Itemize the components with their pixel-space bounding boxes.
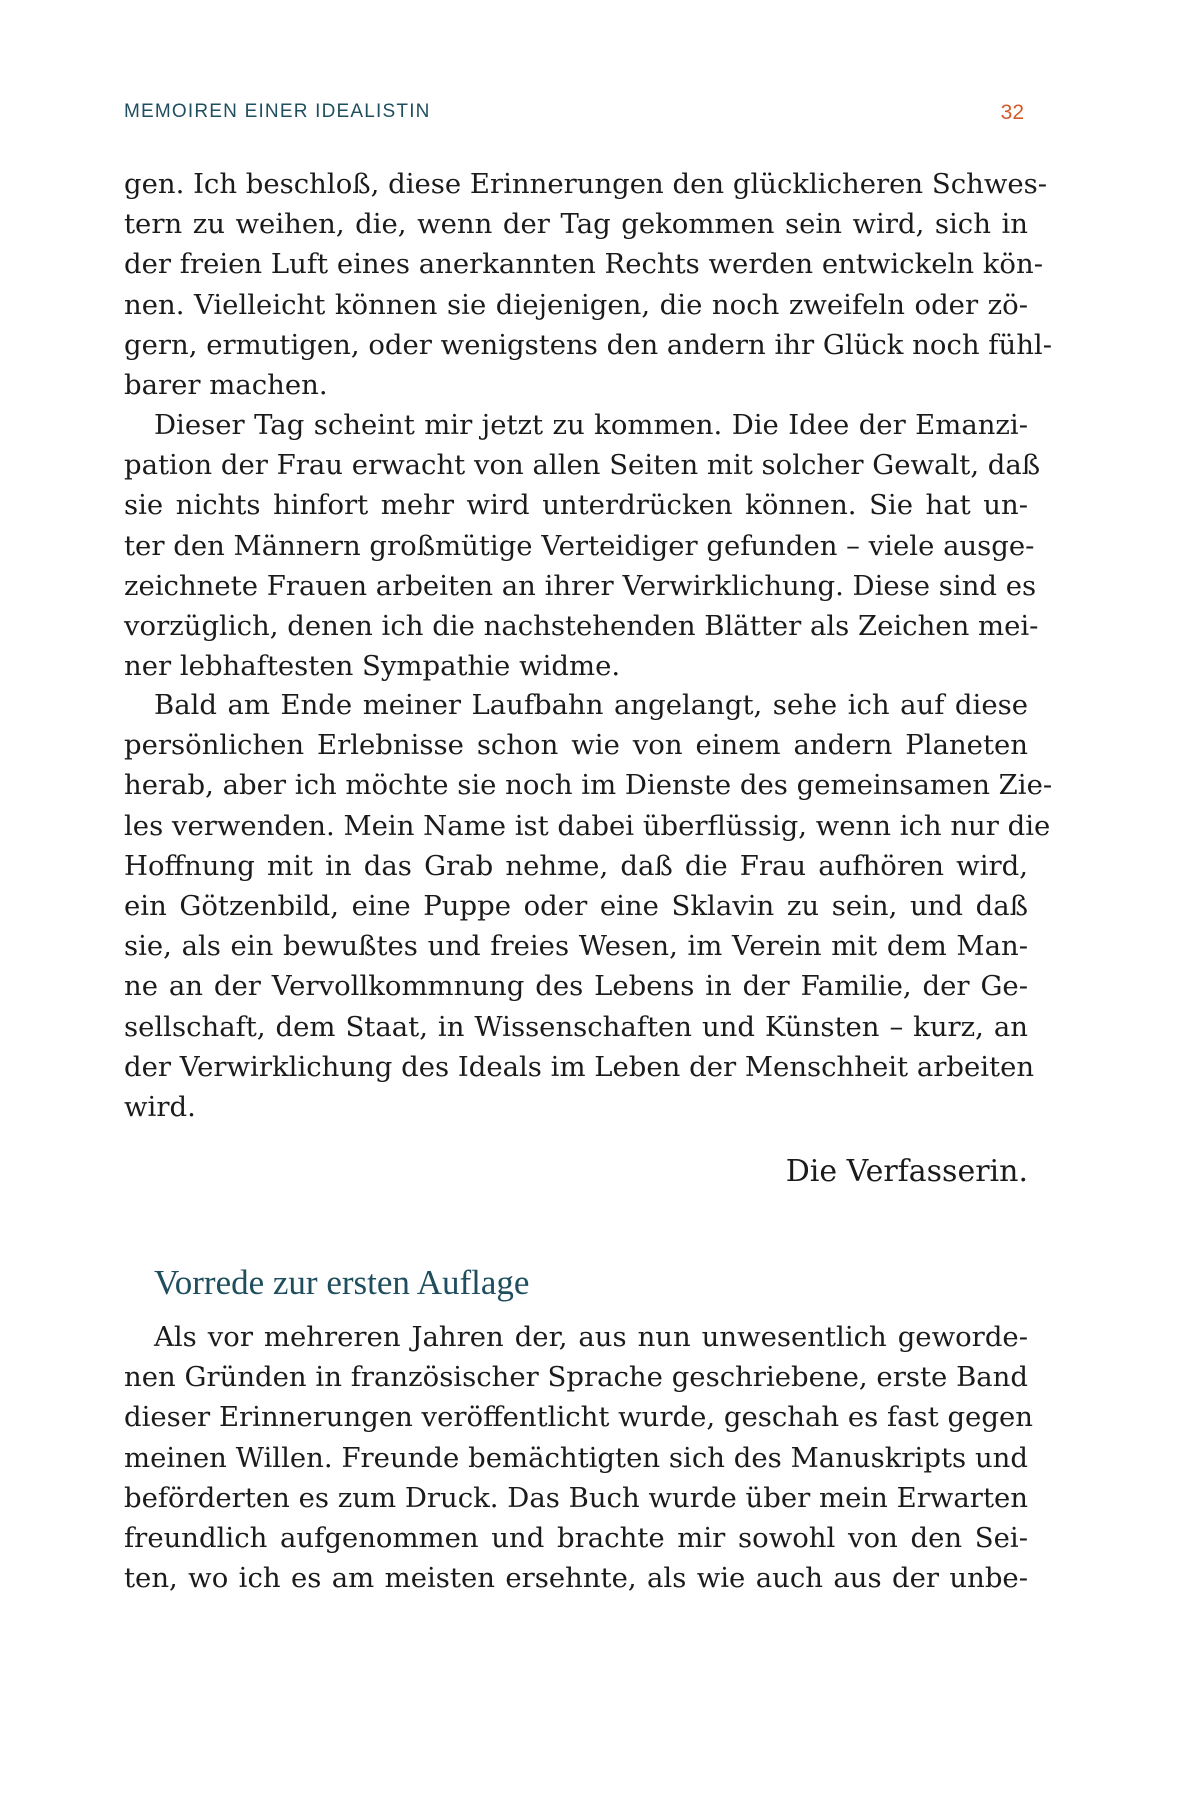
text-line: Bald am Ende meiner Laufbahn angelangt, sehe ich auf diese <box>154 689 1028 721</box>
page-number: 32 <box>1000 101 1024 124</box>
text-line: Hoffnung mit in das Grab nehme, daß die Frau aufhören wird, <box>124 849 1028 882</box>
text-line: sie nichts hinfort mehr wird unterdrücken können. Sie hat un- <box>124 489 1028 522</box>
text-line: dieser Erinnerungen veröffentlicht wurde, geschah es fast gegen <box>124 1401 1033 1434</box>
text-line: barer machen. <box>124 368 328 401</box>
text-line: freundlich aufgenommen und brachte mir sowohl von den Sei- <box>124 1521 1028 1554</box>
text-line: gen. Ich beschloß, diese Erinnerungen den glücklicheren Schwes- <box>124 168 1048 200</box>
text-line: persönlichen Erlebnisse schon wie von einem andern Planeten <box>124 729 1028 762</box>
text-line: meinen Willen. Freunde bemächtigten sich des Manuskripts und <box>124 1441 1028 1474</box>
text-line: beförderten es zum Druck. Das Buch wurde über mein Erwarten <box>124 1481 1028 1514</box>
text-line: Als vor mehreren Jahren der, aus nun unwesentlich geworde- <box>154 1321 1028 1353</box>
paragraph-career <box>124 685 1053 1127</box>
text-line: herab, aber ich möchte sie noch im Dienste des gemeinsamen Zie- <box>124 769 1053 802</box>
text-line: Dieser Tag scheint mir jetzt zu kommen. Die Idee der Emanzi- <box>154 409 1028 441</box>
paragraph-preface <box>124 1317 1033 1598</box>
signature: Die Verfasserin. <box>785 1154 1028 1189</box>
section-heading: Vorrede zur ersten Auflage <box>154 1263 530 1302</box>
running-head <box>124 101 1024 131</box>
text-line: ner lebhaftesten Sympathie widme. <box>124 650 621 683</box>
text-line: wird. <box>124 1090 196 1123</box>
text-line: zeichnete Frauen arbeiten an ihrer Verwirklichung. Diese sind es <box>124 569 1037 602</box>
text-line: vorzüglich, denen ich die nachstehenden Blätter als Zeichen mei- <box>124 609 1039 642</box>
running-title: MEMOIREN EINER IDEALISTIN <box>124 101 431 122</box>
text-line: les verwenden. Mein Name ist dabei überflüssig, wenn ich nur die <box>124 809 1051 842</box>
paragraph-emancipation <box>124 405 1041 686</box>
text-line: ein Götzenbild, eine Puppe oder eine Sklavin zu sein, und daß <box>124 889 1028 922</box>
text-line: tern zu weihen, die, wenn der Tag gekommen sein wird, sich in <box>124 208 1028 241</box>
text-line: sie, als ein bewußtes und freies Wesen, im Verein mit dem Man- <box>124 930 1028 963</box>
text-line: pation der Frau erwacht von allen Seiten mit solcher Gewalt, daß <box>124 449 1041 482</box>
text-line: nen Gründen in französischer Sprache geschriebene, erste Band <box>124 1361 1028 1394</box>
text-line: ne an der Vervollkommnung des Lebens in der Familie, der Ge- <box>124 970 1028 1003</box>
text-line: gern, ermutigen, oder wenigstens den andern ihr Glück noch fühl- <box>124 328 1052 361</box>
text-line: nen. Vielleicht können sie diejenigen, die noch zweifeln oder zö- <box>124 288 1028 321</box>
text-line: ter den Männern großmütige Verteidiger gefunden – viele ausge- <box>124 529 1035 562</box>
paragraph-continuation <box>124 164 1052 405</box>
text-line: ten, wo ich es am meisten ersehnte, als wie auch aus der unbe- <box>124 1562 1028 1595</box>
text-line: der Verwirklichung des Ideals im Leben der Menschheit arbeiten <box>124 1050 1035 1083</box>
text-line: sellschaft, dem Staat, in Wissenschaften und Künsten – kurz, an <box>124 1010 1028 1043</box>
text-line: der freien Luft eines anerkannten Rechts werden entwickeln kön- <box>124 248 1043 281</box>
